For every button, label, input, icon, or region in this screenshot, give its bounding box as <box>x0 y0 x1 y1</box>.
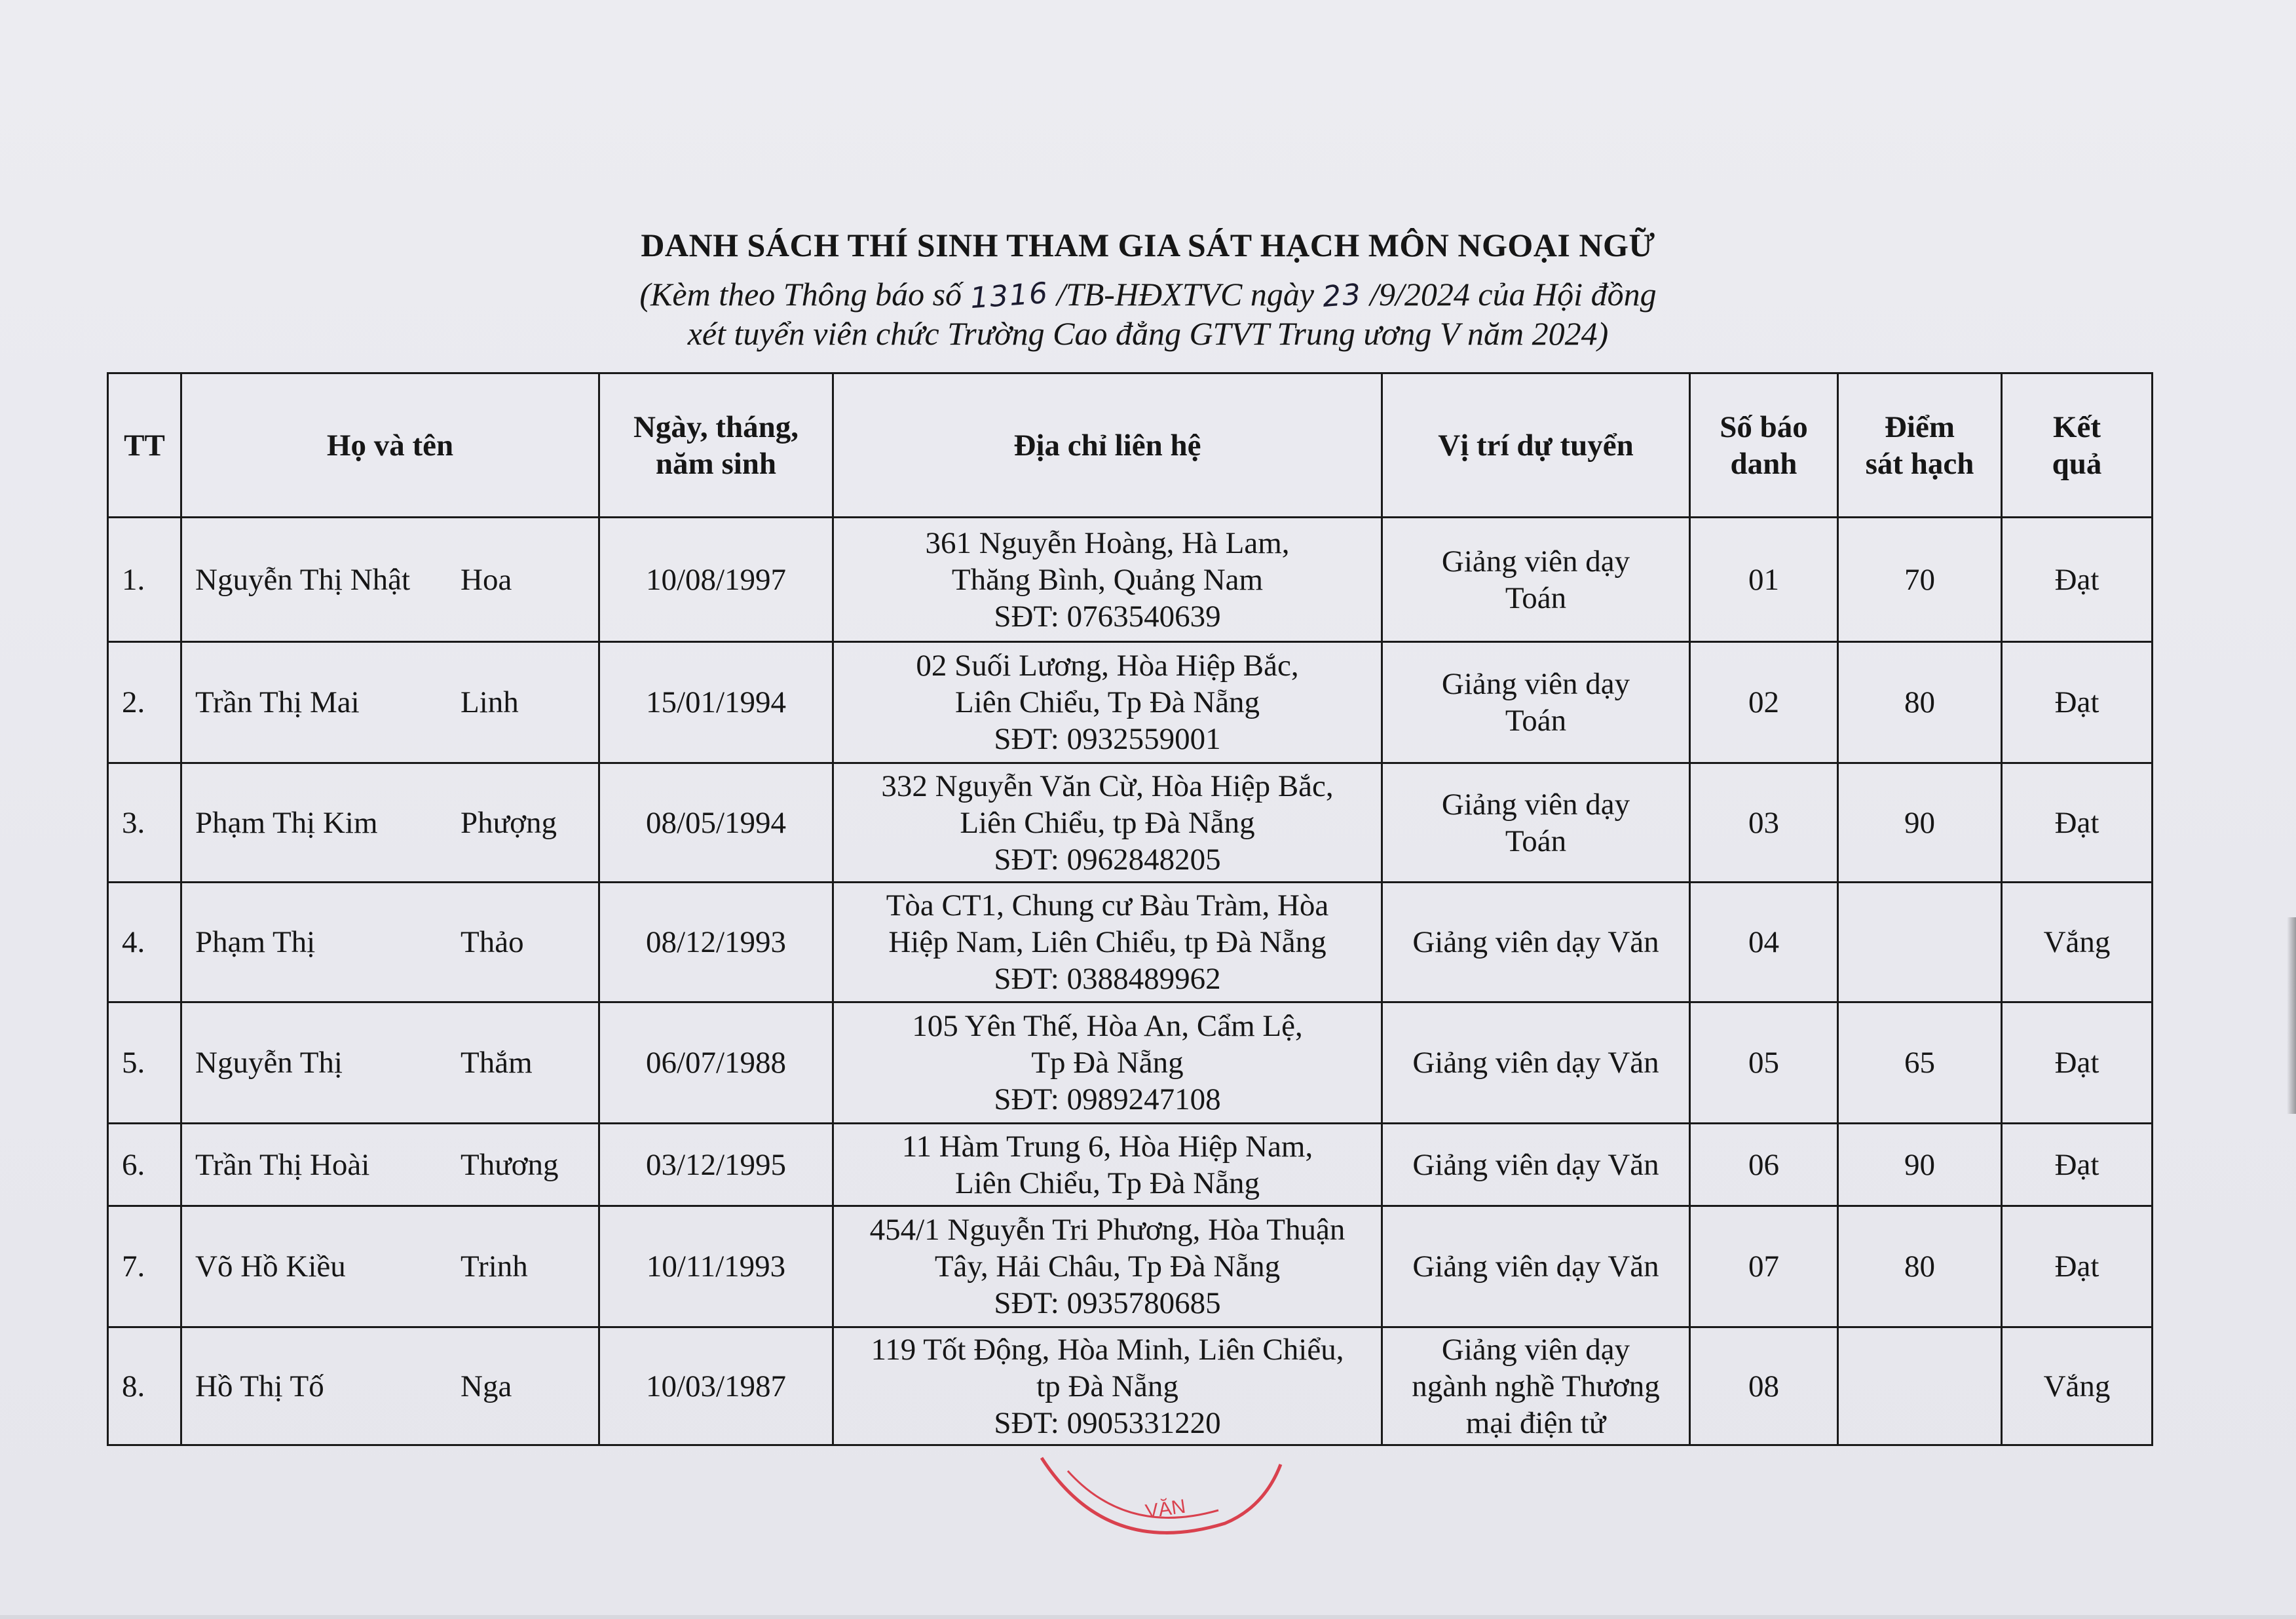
candidate-table <box>107 372 2153 1446</box>
cell-position <box>1382 1124 1690 1206</box>
first-middle-name: Trần Thị Mai <box>195 685 360 719</box>
given-name: Linh <box>461 685 519 719</box>
given-name: Nga <box>461 1369 512 1403</box>
cell-score: 80 <box>1838 642 2002 763</box>
cell-result: Đạt <box>2002 1206 2153 1327</box>
cell-sbd: 07 <box>1690 1206 1838 1327</box>
stamp-text: VĂN <box>1144 1495 1188 1523</box>
first-middle-name: Nguyễn Thị Nhật <box>195 562 411 597</box>
cell-result: Vắng <box>2002 1327 2153 1445</box>
cell-result: Đạt <box>2002 1124 2153 1206</box>
address-line: 454/1 Nguyễn Tri Phương, Hòa Thuận <box>869 1213 1346 1247</box>
cell-address <box>833 518 1382 642</box>
cell-position <box>1382 883 1690 1002</box>
address-line: SĐT: 0935780685 <box>994 1286 1221 1320</box>
subtitle-mid: /TB-HĐXTVC ngày <box>1048 276 1323 313</box>
first-middle-name: Phạm Thị <box>195 925 316 959</box>
header-dob: Ngày, tháng, năm sinh <box>599 373 833 518</box>
first-middle-name: Võ Hồ Kiều <box>195 1249 346 1284</box>
cell-sbd: 02 <box>1690 642 1838 763</box>
cell-sbd: 04 <box>1690 883 1838 1002</box>
address-line: 332 Nguyễn Văn Cừ, Hòa Hiệp Bắc, <box>881 769 1334 803</box>
cell-sbd: 01 <box>1690 518 1838 642</box>
address-line: 11 Hàm Trung 6, Hòa Hiệp Nam, <box>901 1129 1313 1164</box>
cell-tt: 1. <box>108 518 181 642</box>
header-name: Họ và tên <box>181 373 599 518</box>
cell-tt: 3. <box>108 763 181 883</box>
red-seal-stamp <box>1028 1445 1290 1563</box>
address-line: Tây, Hải Châu, Tp Đà Nẵng <box>934 1249 1281 1284</box>
cell-name <box>181 1124 599 1206</box>
cell-result: Đạt <box>2002 763 2153 883</box>
address-line: Liên Chiểu, Tp Đà Nẵng <box>954 685 1260 719</box>
cell-score: 65 <box>1838 1002 2002 1124</box>
cell-dob: 15/01/1994 <box>599 642 833 763</box>
table-row <box>108 1206 2153 1327</box>
table-row <box>108 1002 2153 1124</box>
cell-sbd: 08 <box>1690 1327 1838 1445</box>
header-score: Điểm sát hạch <box>1838 373 2002 518</box>
position-line: Giảng viên dạy Văn <box>1412 1147 1659 1182</box>
cell-tt: 7. <box>108 1206 181 1327</box>
address-line: SĐT: 0989247108 <box>994 1082 1221 1116</box>
cell-position <box>1382 1002 1690 1124</box>
cell-name <box>181 1002 599 1124</box>
position-line: Giảng viên dạy <box>1441 667 1630 701</box>
address-line: SĐT: 0962848205 <box>994 842 1221 877</box>
cell-score <box>1838 1327 2002 1445</box>
cell-dob: 10/11/1993 <box>599 1206 833 1327</box>
address-line: 119 Tốt Động, Hòa Minh, Liên Chiểu, <box>871 1332 1344 1367</box>
address-line: SĐT: 0388489962 <box>994 962 1221 996</box>
position-line: Giảng viên dạy <box>1441 787 1630 822</box>
first-middle-name: Trần Thị Hoài <box>195 1147 370 1182</box>
address-line: Thăng Bình, Quảng Nam <box>951 562 1264 597</box>
document-subtitle-line2: xét tuyển viên chức Trường Cao đẳng GTVT Trung ương V năm 2024) <box>687 315 1609 352</box>
address-line: 105 Yên Thế, Hòa An, Cẩm Lệ, <box>912 1009 1303 1043</box>
address-line: 361 Nguyễn Hoàng, Hà Lam, <box>925 525 1290 560</box>
given-name: Trinh <box>461 1249 528 1284</box>
cell-name <box>181 1206 599 1327</box>
table-header-row <box>108 373 2153 518</box>
cell-score: 90 <box>1838 763 2002 883</box>
subtitle-suffix: /9/2024 của Hội đồng <box>1361 276 1657 313</box>
cell-dob: 06/07/1988 <box>599 1002 833 1124</box>
header-tt: TT <box>108 373 181 518</box>
first-middle-name: Hồ Thị Tố <box>195 1369 324 1403</box>
cell-tt: 2. <box>108 642 181 763</box>
handwritten-day: 23 <box>1321 277 1363 314</box>
cell-tt: 8. <box>108 1327 181 1445</box>
position-line: Toán <box>1505 704 1567 738</box>
address-line: Tp Đà Nẵng <box>1031 1046 1184 1080</box>
cell-position <box>1382 763 1690 883</box>
cell-dob: 03/12/1995 <box>599 1124 833 1206</box>
cell-dob: 10/08/1997 <box>599 518 833 642</box>
cell-name <box>181 763 599 883</box>
first-middle-name: Nguyễn Thị <box>195 1046 343 1080</box>
cell-score <box>1838 883 2002 1002</box>
first-middle-name: Phạm Thị Kim <box>195 805 378 840</box>
cell-name <box>181 1327 599 1445</box>
cell-address <box>833 1002 1382 1124</box>
cell-tt: 4. <box>108 883 181 1002</box>
cell-sbd: 06 <box>1690 1124 1838 1206</box>
cell-address <box>833 763 1382 883</box>
document-subtitle-line1 <box>0 275 2296 316</box>
position-line: Toán <box>1505 824 1567 858</box>
address-line: tp Đà Nẵng <box>1036 1369 1178 1403</box>
cell-tt: 6. <box>108 1124 181 1206</box>
cell-sbd: 03 <box>1690 763 1838 883</box>
cell-result: Vắng <box>2002 883 2153 1002</box>
address-line: Hiệp Nam, Liên Chiểu, tp Đà Nẵng <box>888 925 1327 959</box>
cell-address <box>833 883 1382 1002</box>
page-edge-shadow <box>2287 917 2296 1114</box>
header-result: Kết quả <box>2002 373 2153 518</box>
table-row <box>108 1124 2153 1206</box>
address-line: SĐT: 0763540639 <box>994 599 1221 634</box>
cell-result: Đạt <box>2002 1002 2153 1124</box>
address-line: Tòa CT1, Chung cư Bàu Tràm, Hòa <box>886 888 1329 923</box>
position-line: ngành nghề Thương <box>1412 1369 1660 1403</box>
handwritten-notice-number: 1316 <box>968 276 1050 316</box>
header-position: Vị trí dự tuyển <box>1382 373 1690 518</box>
position-line: Giảng viên dạy Văn <box>1412 925 1659 959</box>
position-line: Giảng viên dạy <box>1441 1332 1630 1367</box>
address-line: Liên Chiểu, tp Đà Nẵng <box>960 805 1255 840</box>
cell-result: Đạt <box>2002 518 2153 642</box>
table-body <box>108 518 2153 1445</box>
cell-address <box>833 1124 1382 1206</box>
cell-score: 80 <box>1838 1206 2002 1327</box>
cell-score: 70 <box>1838 518 2002 642</box>
cell-dob: 08/05/1994 <box>599 763 833 883</box>
cell-address <box>833 642 1382 763</box>
address-line: Liên Chiểu, Tp Đà Nẵng <box>954 1166 1260 1200</box>
given-name: Thảo <box>461 925 524 959</box>
table-row <box>108 763 2153 883</box>
cell-position <box>1382 518 1690 642</box>
subtitle-prefix: (Kèm theo Thông báo số <box>639 276 970 313</box>
cell-score: 90 <box>1838 1124 2002 1206</box>
cell-position <box>1382 642 1690 763</box>
position-line: Giảng viên dạy Văn <box>1412 1249 1659 1284</box>
page-bottom-edge <box>0 1615 2296 1619</box>
cell-name <box>181 642 599 763</box>
table-row <box>108 1327 2153 1445</box>
cell-position <box>1382 1327 1690 1445</box>
table-row <box>108 883 2153 1002</box>
cell-dob: 08/12/1993 <box>599 883 833 1002</box>
given-name: Phượng <box>461 805 557 840</box>
address-line: SĐT: 0932559001 <box>994 722 1221 756</box>
cell-sbd: 05 <box>1690 1002 1838 1124</box>
cell-address <box>833 1206 1382 1327</box>
cell-name <box>181 518 599 642</box>
document-title: DANH SÁCH THÍ SINH THAM GIA SÁT HẠCH MÔN NGOẠI NGỮ <box>641 227 1655 263</box>
cell-tt: 5. <box>108 1002 181 1124</box>
given-name: Thương <box>461 1147 559 1182</box>
table-row <box>108 518 2153 642</box>
given-name: Thắm <box>461 1046 533 1080</box>
cell-position <box>1382 1206 1690 1327</box>
header-sbd: Số báo danh <box>1690 373 1838 518</box>
address-line: 02 Suối Lương, Hòa Hiệp Bắc, <box>916 649 1299 683</box>
header-address: Địa chỉ liên hệ <box>833 373 1382 518</box>
position-line: Toán <box>1505 581 1567 615</box>
cell-result: Đạt <box>2002 642 2153 763</box>
position-line: Giảng viên dạy <box>1441 544 1630 579</box>
address-line: SĐT: 0905331220 <box>994 1405 1221 1440</box>
cell-name <box>181 883 599 1002</box>
table-row <box>108 642 2153 763</box>
position-line: Giảng viên dạy Văn <box>1412 1046 1659 1080</box>
cell-dob: 10/03/1987 <box>599 1327 833 1445</box>
position-line: mại điện tử <box>1465 1405 1606 1440</box>
given-name: Hoa <box>461 562 512 597</box>
cell-address <box>833 1327 1382 1445</box>
